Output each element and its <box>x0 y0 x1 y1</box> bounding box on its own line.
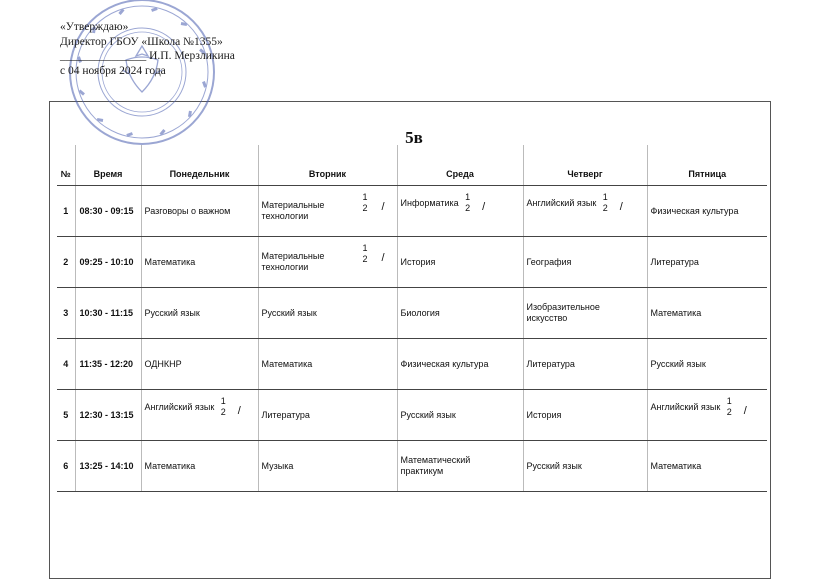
lesson-number: 4 <box>57 339 75 390</box>
header-number: № <box>57 145 75 186</box>
lesson-time: 12:30 - 13:15 <box>75 390 141 441</box>
lesson-time: 08:30 - 09:15 <box>75 186 141 237</box>
header-time: Время <box>75 145 141 186</box>
header-friday: Пятница <box>647 145 767 186</box>
header-monday: Понедельник <box>141 145 258 186</box>
table-row <box>57 186 767 237</box>
table-row <box>57 339 767 390</box>
lesson-time: 11:35 - 12:20 <box>75 339 141 390</box>
cell-thursday <box>523 288 647 339</box>
group-slash: / <box>237 405 241 417</box>
cell-monday: ОДНКНР <box>141 339 258 390</box>
cell-tuesday: Литература <box>258 390 397 441</box>
group-slash: / <box>619 201 623 213</box>
cell-thursday: История <box>523 390 647 441</box>
subject-text: Информатика <box>400 198 459 208</box>
cell-friday: Литература <box>647 237 767 288</box>
group-label: 1 2 <box>220 396 231 417</box>
lesson-time: 09:25 - 10:10 <box>75 237 141 288</box>
cell-thursday <box>523 186 647 237</box>
group-slash: / <box>482 201 486 213</box>
cell-monday: Математика <box>141 441 258 492</box>
lesson-number: 6 <box>57 441 75 492</box>
group-split-marker <box>221 396 245 422</box>
cell-thursday: География <box>523 237 647 288</box>
cell-wednesday: Физическая культура <box>397 339 523 390</box>
group-label: 1 2 <box>726 396 737 417</box>
group-label: 1 2 <box>362 192 373 213</box>
subject-text: Математический практикум <box>400 455 471 476</box>
lesson-number: 3 <box>57 288 75 339</box>
approval-line-signature: _______________ И.П. Мерзликина <box>60 50 235 62</box>
cell-tuesday: Математика <box>258 339 397 390</box>
table-header-row <box>57 145 767 186</box>
cell-friday: Физическая культура <box>647 186 767 237</box>
cell-tuesday <box>258 237 397 288</box>
cell-monday: Русский язык <box>141 288 258 339</box>
header-thursday: Четверг <box>523 145 647 186</box>
cell-monday <box>141 390 258 441</box>
lesson-number: 1 <box>57 186 75 237</box>
table-row <box>57 441 767 492</box>
header-tuesday: Вторник <box>258 145 397 186</box>
cell-monday: Математика <box>141 237 258 288</box>
subject-text: Английский язык <box>144 402 215 412</box>
approval-line-date: с 04 ноября 2024 года <box>60 64 166 77</box>
group-label: 1 2 <box>602 192 613 213</box>
cell-tuesday: Музыка <box>258 441 397 492</box>
approval-line-director: Директор ГБОУ «Школа №1355» <box>60 35 223 48</box>
group-slash: / <box>381 201 385 213</box>
group-split-marker <box>465 192 489 218</box>
subject-text: Материальные технологии <box>261 251 325 272</box>
header-wednesday: Среда <box>397 145 523 186</box>
cell-wednesday <box>397 441 523 492</box>
cell-friday <box>647 390 767 441</box>
subject-text: Материальные технологии <box>261 200 325 221</box>
group-split-marker <box>363 243 389 269</box>
group-slash: / <box>381 252 385 264</box>
group-label: 1 2 <box>465 192 476 213</box>
subject-text: Английский язык <box>526 198 597 208</box>
cell-tuesday <box>258 186 397 237</box>
approval-line-approve: «Утверждаю» <box>60 21 129 33</box>
lesson-number: 2 <box>57 237 75 288</box>
group-split-marker <box>363 192 389 218</box>
table-row <box>57 237 767 288</box>
cell-wednesday <box>397 186 523 237</box>
subject-text: Английский язык <box>650 402 721 412</box>
lesson-number: 5 <box>57 390 75 441</box>
cell-friday: Математика <box>647 288 767 339</box>
approval-block <box>60 20 235 78</box>
cell-friday: Математика <box>647 441 767 492</box>
subject-text: Изобразительное искусство <box>526 302 600 323</box>
group-split-marker <box>727 396 751 422</box>
cell-thursday: Русский язык <box>523 441 647 492</box>
lesson-time: 10:30 - 11:15 <box>75 288 141 339</box>
group-label: 1 2 <box>362 243 373 264</box>
table-row <box>57 288 767 339</box>
cell-tuesday: Русский язык <box>258 288 397 339</box>
cell-wednesday: Биология <box>397 288 523 339</box>
lesson-time: 13:25 - 14:10 <box>75 441 141 492</box>
schedule-table <box>57 145 767 492</box>
cell-monday: Разговоры о важном <box>141 186 258 237</box>
table-row <box>57 390 767 441</box>
cell-friday: Русский язык <box>647 339 767 390</box>
class-title: 5в <box>405 128 423 147</box>
cell-wednesday: Русский язык <box>397 390 523 441</box>
cell-wednesday: История <box>397 237 523 288</box>
group-slash: / <box>743 405 747 417</box>
cell-thursday: Литература <box>523 339 647 390</box>
group-split-marker <box>603 192 627 218</box>
